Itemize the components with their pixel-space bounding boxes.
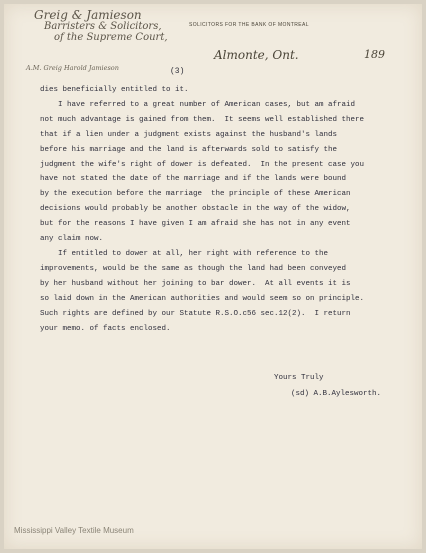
- body-line: Such rights are defined by our Statute R.S.O.c56 sec.12(2). I return: [40, 309, 351, 318]
- body-line: not much advantage is gained from them. It seems well established there: [40, 115, 365, 124]
- letterhead-place: Almonte, Ont.: [214, 48, 299, 62]
- letter-page: [4, 4, 422, 549]
- body-line: improvements, would be the same as though the land had been conveyed: [40, 264, 347, 273]
- body-line: but for the reasons I have given I am afraid she has not in any event: [40, 220, 351, 229]
- letter-body: [40, 83, 400, 336]
- letterhead-year: 189: [364, 48, 385, 61]
- body-line: have not stated the date of the marriage and if the lands were bound: [40, 175, 347, 184]
- body-line: by her husband without her joining to bar dower. At all events it is: [40, 279, 351, 288]
- body-line: so laid down in the American authorities and would seem so on principle.: [40, 294, 365, 303]
- firm-court: of the Supreme Court,: [54, 32, 168, 43]
- signature: (sd) A.B.Aylesworth.: [291, 390, 382, 398]
- body-line: judgment the wife's right of dower is defeated. In the present case you: [40, 160, 365, 169]
- body-line: your memo. of facts enclosed.: [40, 324, 171, 333]
- letterhead-title: SOLICITORS FOR THE BANK OF MONTREAL: [189, 22, 309, 28]
- museum-watermark: Mississippi Valley Textile Museum: [14, 526, 134, 535]
- firm-name: Greig & Jamieson: [34, 8, 142, 22]
- partner-names: A.M. Greig Harold Jamieson: [26, 64, 119, 72]
- body-line: dies beneficially entitled to it.: [40, 86, 189, 94]
- page-number: (3): [170, 67, 185, 76]
- body-line: If entitled to dower at all, her right with reference to the: [40, 249, 329, 258]
- body-line: before his marriage and the land is afterwards sold to satisfy the: [40, 145, 338, 154]
- letterhead-firm: [34, 10, 168, 43]
- body-line: any claim now.: [40, 235, 104, 244]
- body-line: that if a lien under a judgment exists against the husband's lands: [40, 130, 338, 139]
- body-line: I have referred to a great number of American cases, but am afraid: [40, 100, 356, 109]
- body-line: decisions would probably be another obstacle in the way of the widow,: [40, 205, 351, 214]
- closing-salutation: Yours Truly: [274, 374, 324, 382]
- body-line: by the execution before the marriage the principle of these American: [40, 190, 351, 199]
- firm-descriptor: Barristers & Solicitors,: [44, 21, 162, 32]
